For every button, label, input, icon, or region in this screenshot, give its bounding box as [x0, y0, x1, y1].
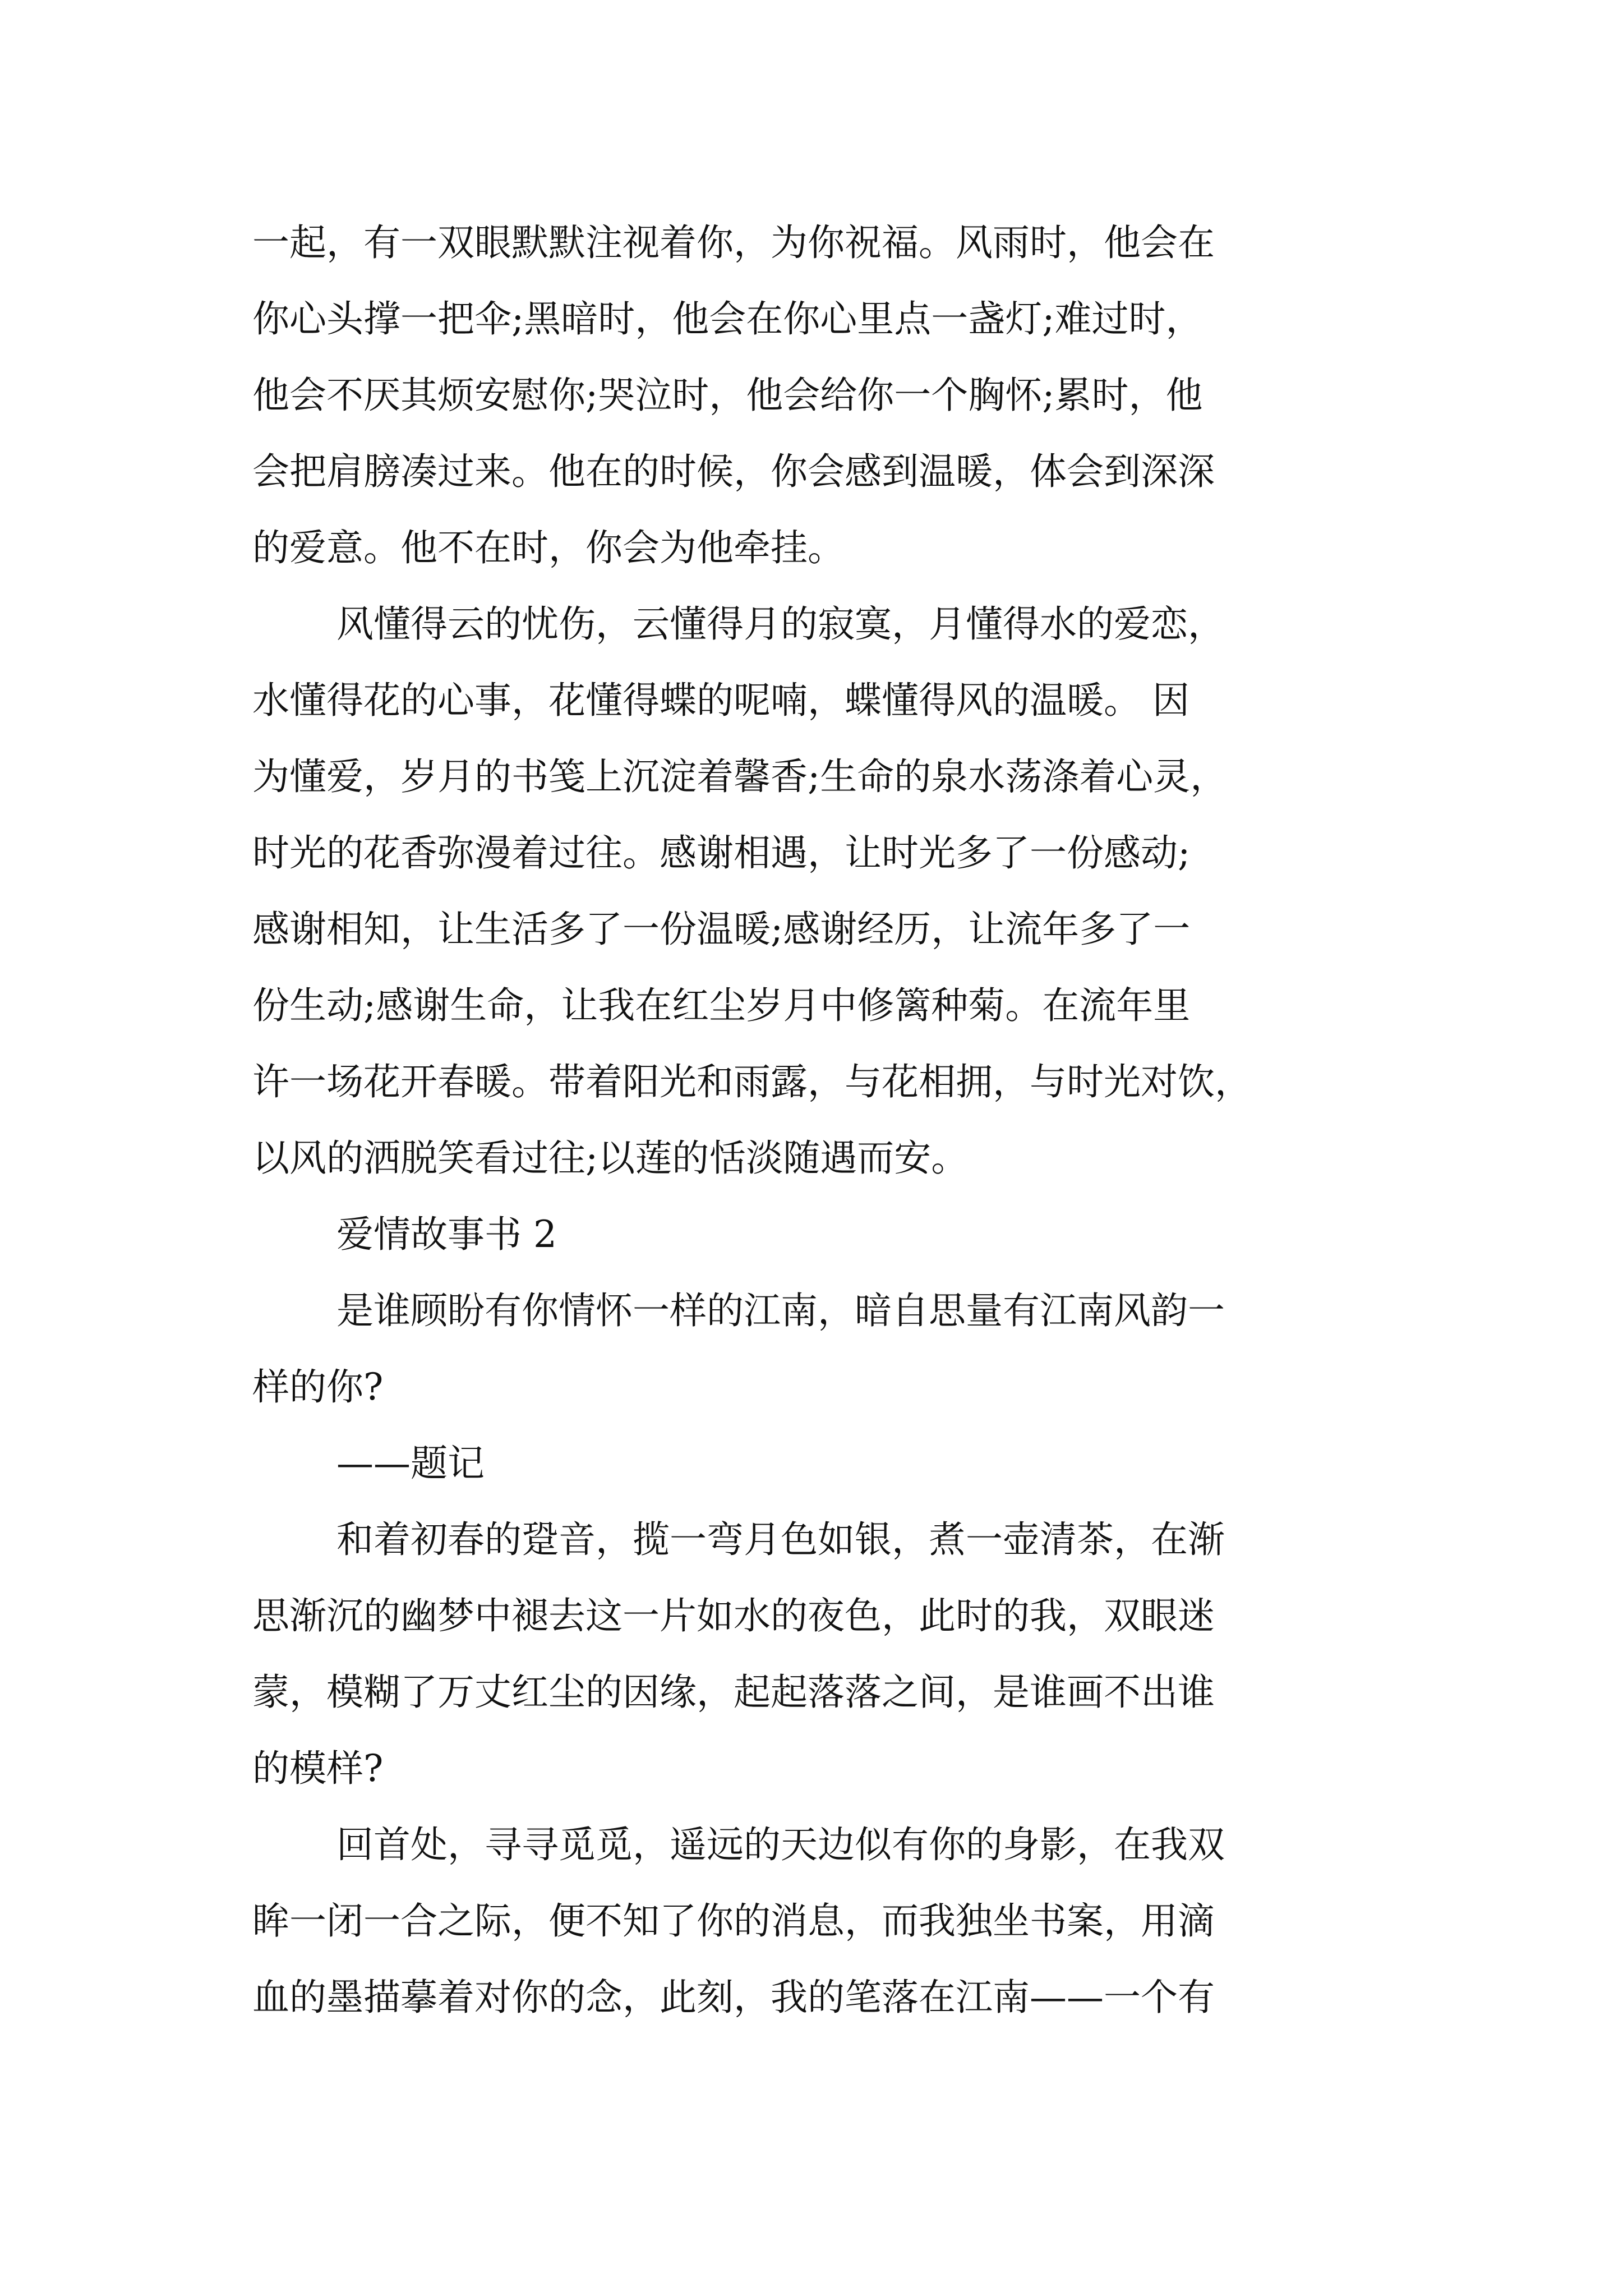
paragraph-line: 回首处，寻寻觅觅，遥远的天边似有你的身影，在我双: [336, 1823, 1225, 1866]
paragraph-line: 的模样?: [252, 1747, 384, 1790]
paragraph-line: 份生动;感谢生命，让我在红尘岁月中修篱种菊。在流年里: [252, 984, 1191, 1027]
paragraph-line: 时光的花香弥漫着过往。感谢相遇，让时光多了一份感动;: [252, 831, 1191, 875]
paragraph-line: 眸一闭一合之际，便不知了你的消息，而我独坐书案，用滴: [252, 1899, 1215, 1943]
epigraph-attribution: ——题记: [336, 1442, 485, 1485]
paragraph-line: 以风的洒脱笑看过往;以莲的恬淡随遇而安。: [252, 1137, 969, 1180]
paragraph-line: 你心头撑一把伞;黑暗时，他会在你心里点一盏灯;难过时，: [252, 297, 1203, 341]
paragraph-line: 的爱意。他不在时，你会为他牵挂。: [252, 526, 845, 569]
paragraph-line: 他会不厌其烦安慰你;哭泣时，他会给你一个胸怀;累时，他: [252, 374, 1203, 417]
paragraph-line: 风懂得云的忧伤，云懂得月的寂寞，月懂得水的爱恋，: [336, 602, 1225, 646]
paragraph-line: 许一场花开春暖。带着阳光和雨露，与花相拥，与时光对饮，: [252, 1060, 1252, 1103]
paragraph-line: 样的你?: [252, 1365, 384, 1409]
paragraph-line: 一起，有一双眼默默注视着你，为你祝福。风雨时，他会在: [252, 221, 1215, 264]
paragraph-line: 蒙，模糊了万丈红尘的因缘，起起落落之间，是谁画不出谁: [252, 1671, 1215, 1714]
paragraph-line: 为懂爱，岁月的书笺上沉淀着馨香;生命的泉水荡涤着心灵，: [252, 755, 1228, 798]
paragraph-line: 和着初春的跫音，揽一弯月色如银，煮一壶清茶，在渐: [336, 1518, 1225, 1561]
paragraph-line: 水懂得花的心事，花懂得蝶的呢喃，蝶懂得风的温暖。 因: [252, 679, 1189, 722]
paragraph-line: 血的墨描摹着对你的念，此刻，我的笔落在江南——一个有: [252, 1976, 1215, 2019]
paragraph-line: 思渐沉的幽梦中褪去这一片如水的夜色，此时的我，双眼迷: [252, 1594, 1215, 1637]
paragraph-line: 是谁顾盼有你情怀一样的江南，暗自思量有江南风韵一: [336, 1289, 1225, 1332]
section-heading: 爱情故事书 2: [336, 1213, 557, 1256]
paragraph-line: 会把肩膀凑过来。他在的时候，你会感到温暖，体会到深深: [252, 450, 1215, 493]
paragraph-line: 感谢相知，让生活多了一份温暖;感谢经历，让流年多了一: [252, 908, 1191, 951]
